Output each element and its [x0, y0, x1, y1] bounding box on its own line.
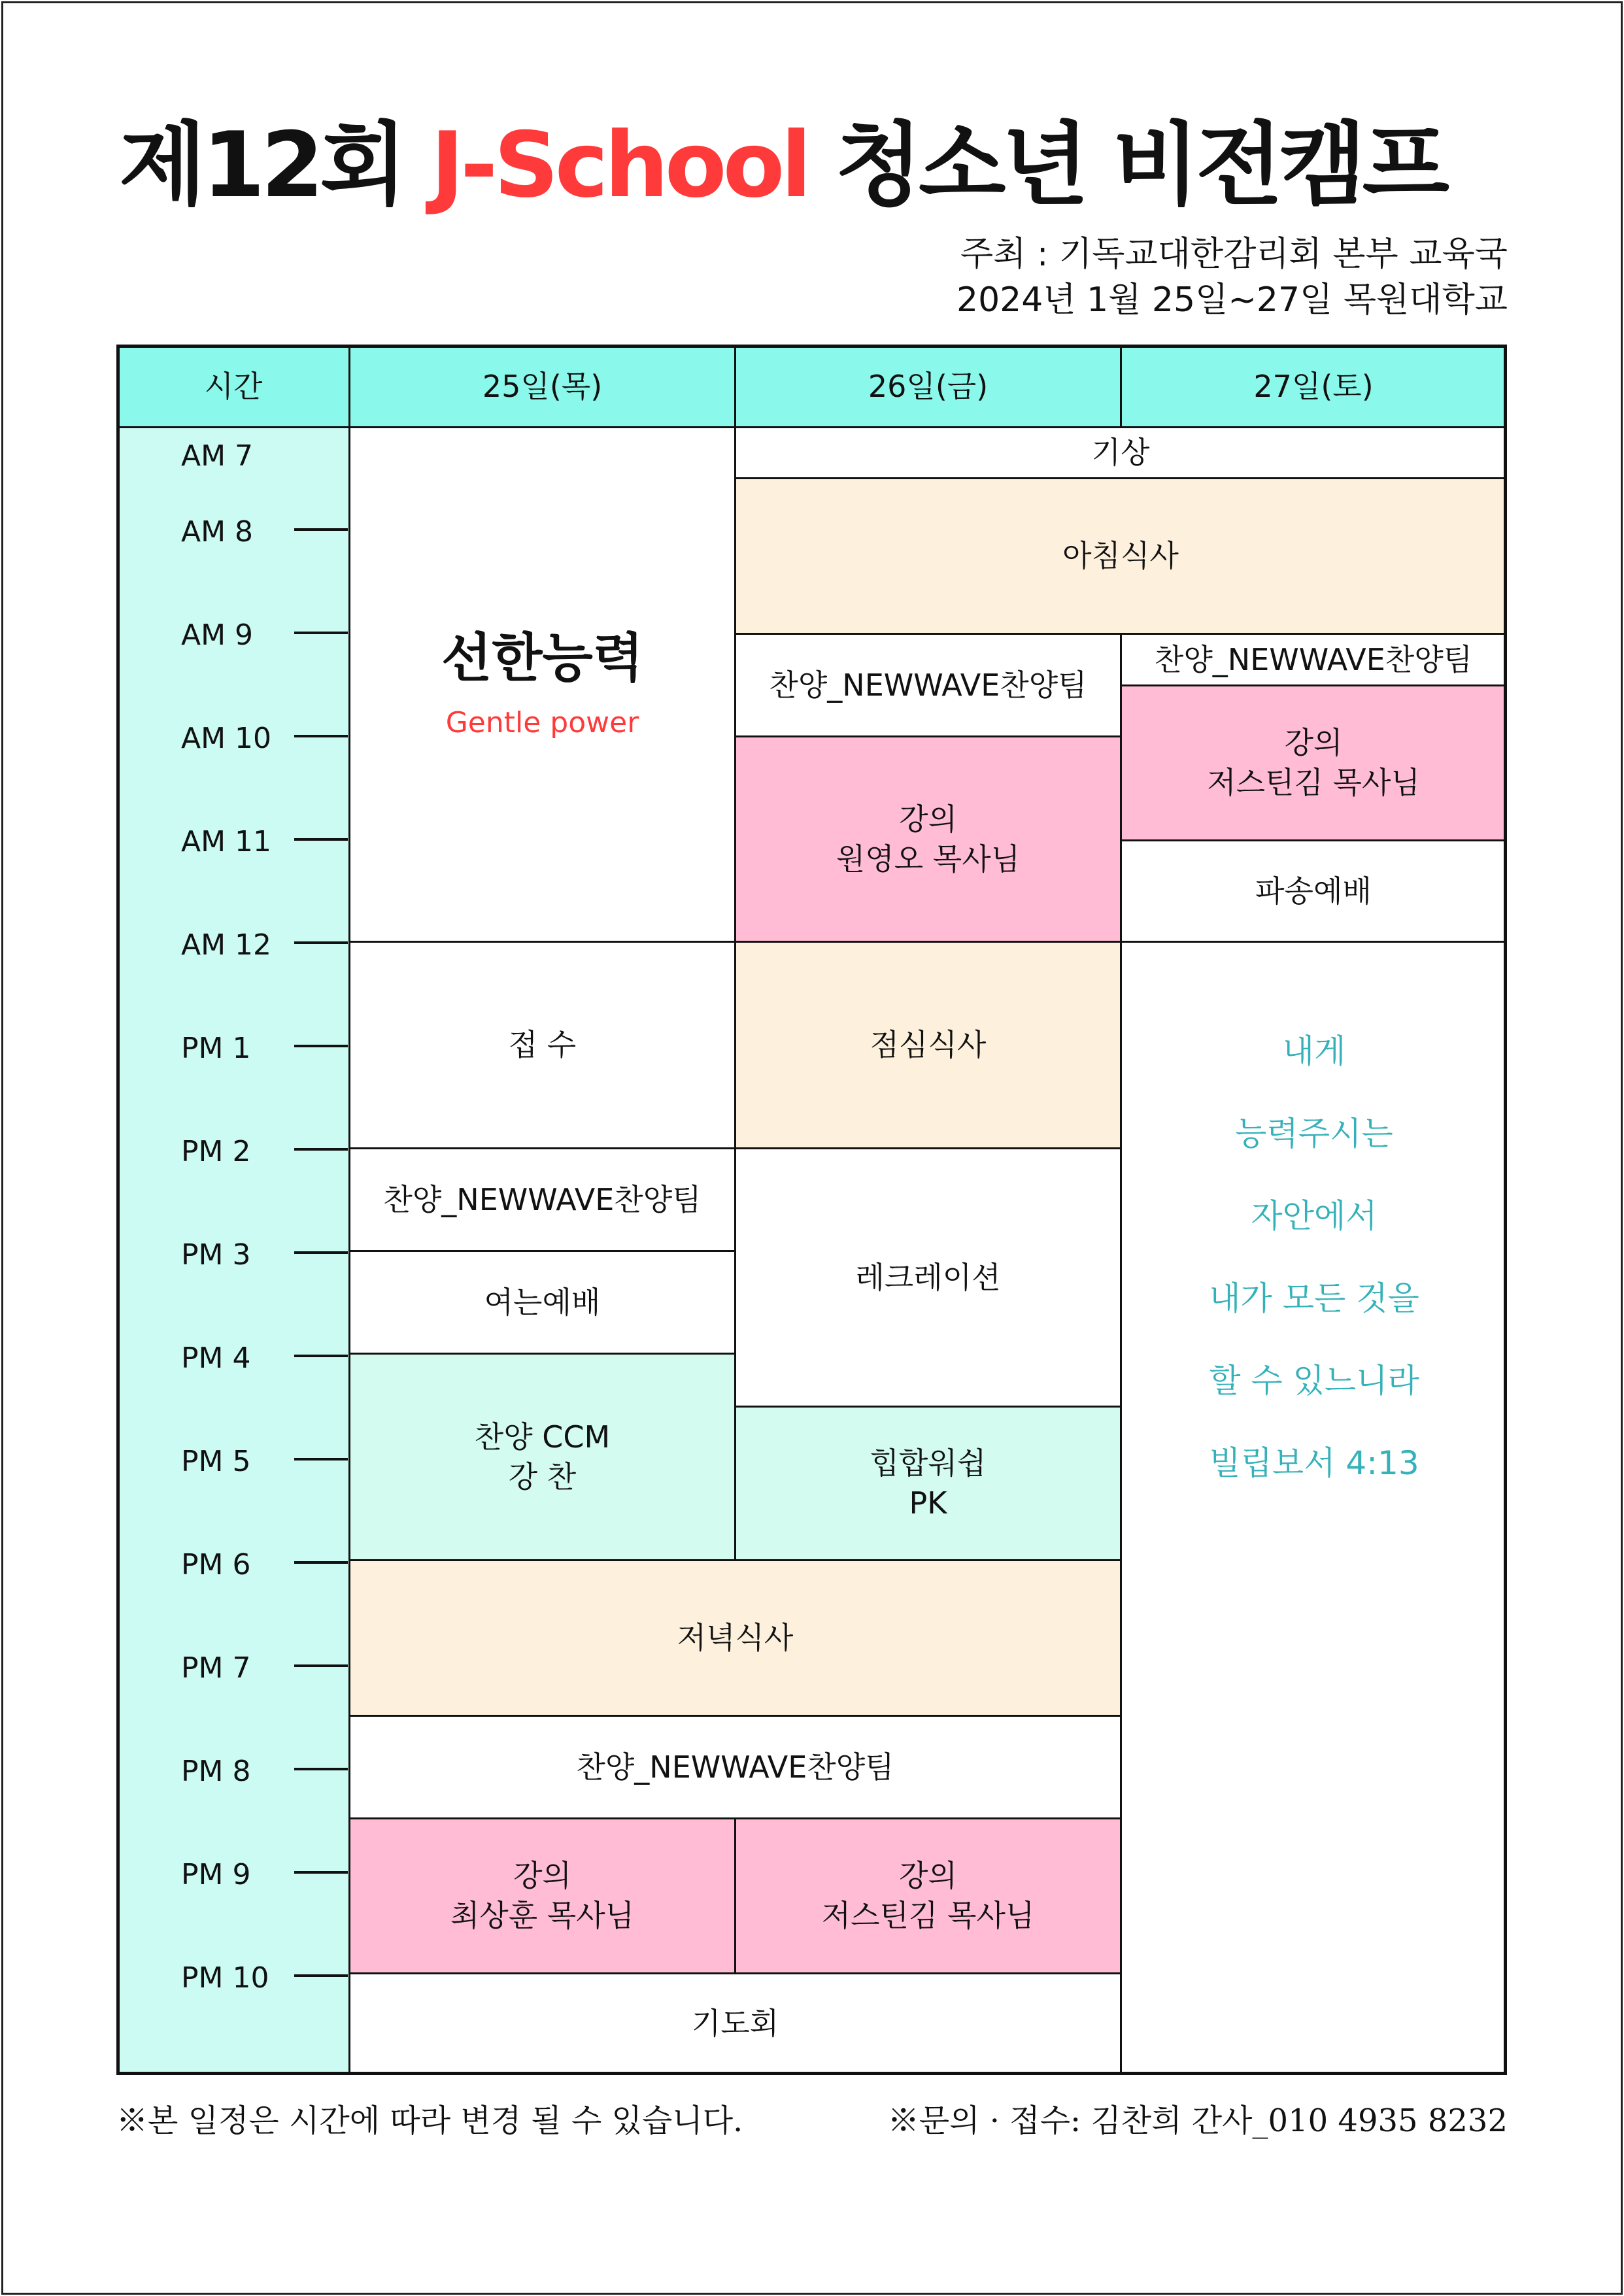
time-label: AM 12 — [181, 928, 272, 962]
lecture-label: 강의 — [513, 1858, 571, 1894]
time-label: PM 9 — [181, 1858, 251, 1891]
verse-line: 내가 모든 것을 — [1209, 1279, 1419, 1317]
title-prefix: 제12회 — [119, 112, 431, 218]
time-label: PM 8 — [181, 1755, 251, 1788]
time-label: PM 7 — [181, 1651, 251, 1685]
breakfast-cell: 아침식사 — [734, 477, 1507, 635]
time-label: PM 10 — [181, 1961, 269, 1995]
dinner-cell: 저녁식사 — [348, 1559, 1122, 1717]
poster-title — [119, 110, 1512, 221]
morning-title: 선한능력 — [441, 627, 644, 688]
header-time: 시간 — [116, 345, 350, 428]
hour-tick — [294, 528, 348, 531]
registration-cell: 접 수 — [348, 941, 736, 1149]
ccm-cell — [348, 1353, 736, 1561]
hour-tick — [294, 1045, 348, 1047]
contact-info: ※문의 · 접수: 김찬희 간사_010 4935 8232 — [887, 2102, 1508, 2139]
verse-reference: 빌립보서 4:13 — [1209, 1444, 1419, 1482]
lecture-speaker: 원영오 목사님 — [836, 841, 1021, 877]
lunch-cell: 점심식사 — [734, 941, 1122, 1149]
ccm-title: 찬양 CCM — [474, 1419, 611, 1455]
opening-worship-cell: 여는예배 — [348, 1250, 736, 1355]
hour-tick — [294, 838, 348, 841]
host-text: 주최 : 기독교대한감리회 본부 교육국 — [960, 235, 1508, 274]
day2-lecture-cell — [734, 735, 1122, 943]
evening-lecture1-cell — [348, 1817, 736, 1974]
time-label: AM 7 — [181, 439, 254, 473]
hour-tick — [294, 1251, 348, 1254]
time-label: AM 8 — [181, 515, 254, 549]
time-label: PM 3 — [181, 1238, 251, 1272]
hiphop-leader: PK — [909, 1485, 947, 1521]
hour-tick — [294, 632, 348, 634]
date-place-text: 2024년 1월 25일~27일 목원대학교 — [956, 280, 1508, 320]
verse-line: 내게 — [1282, 1032, 1346, 1070]
prayer-meeting-cell: 기도회 — [348, 1972, 1122, 2075]
header-day3: 27일(토) — [1120, 345, 1507, 428]
time-label: AM 11 — [181, 825, 272, 858]
hour-tick — [294, 1458, 348, 1460]
day3-lecture-cell — [1120, 684, 1507, 841]
hour-tick — [294, 1355, 348, 1357]
schedule-change-notice: ※본 일정은 시간에 따라 변경 될 수 있습니다. — [116, 2102, 743, 2139]
time-label: PM 6 — [181, 1548, 251, 1581]
time-label: AM 9 — [181, 618, 254, 652]
evening-praise-cell: 찬양_NEWWAVE찬양팀 — [348, 1715, 1122, 1819]
sending-worship-cell: 파송예배 — [1120, 839, 1507, 943]
hour-tick — [294, 1148, 348, 1151]
title-accent: J-School — [430, 112, 808, 218]
hour-tick — [294, 1664, 348, 1667]
hour-tick — [294, 1561, 348, 1564]
verse-line: 자안에서 — [1251, 1197, 1378, 1235]
hour-tick — [294, 1768, 348, 1770]
day1-morning-block — [348, 426, 736, 943]
wake-up-cell: 기상 — [734, 426, 1507, 479]
morning-subtitle: Gentle power — [445, 705, 639, 739]
lecture-label: 강의 — [899, 1858, 957, 1894]
time-label: PM 4 — [181, 1342, 251, 1375]
time-label: PM 5 — [181, 1445, 251, 1478]
hour-tick — [294, 1871, 348, 1874]
hour-tick — [294, 941, 348, 944]
time-label: PM 2 — [181, 1135, 251, 1168]
hiphop-title: 힙합워쉽 — [870, 1445, 987, 1481]
time-label: AM 10 — [181, 722, 272, 755]
ccm-leader: 강 찬 — [508, 1459, 577, 1494]
time-label: PM 1 — [181, 1032, 251, 1065]
lecture-speaker: 최상훈 목사님 — [450, 1898, 635, 1933]
title-suffix: 청소년 비전캠프 — [807, 112, 1446, 218]
hour-tick — [294, 1974, 348, 1977]
verse-line: 능력주시는 — [1235, 1115, 1393, 1153]
lecture-label: 강의 — [899, 801, 957, 837]
header-day2: 26일(금) — [734, 345, 1122, 428]
lecture-label: 강의 — [1284, 725, 1343, 761]
recreation-cell: 레크레이션 — [734, 1147, 1122, 1408]
day3-praise-cell: 찬양_NEWWAVE찬양팀 — [1120, 633, 1507, 686]
header-day1: 25일(목) — [348, 345, 736, 428]
lecture-speaker: 저스틴김 목사님 — [821, 1898, 1035, 1933]
day1-praise-cell: 찬양_NEWWAVE찬양팀 — [348, 1147, 736, 1252]
day2-praise-cell: 찬양_NEWWAVE찬양팀 — [734, 633, 1122, 737]
hour-tick — [294, 735, 348, 737]
lecture-speaker: 저스틴김 목사님 — [1207, 765, 1420, 800]
evening-lecture2-cell — [734, 1817, 1122, 1974]
hiphop-worship-cell — [734, 1406, 1122, 1561]
verse-line: 할 수 있느니라 — [1209, 1362, 1419, 1400]
